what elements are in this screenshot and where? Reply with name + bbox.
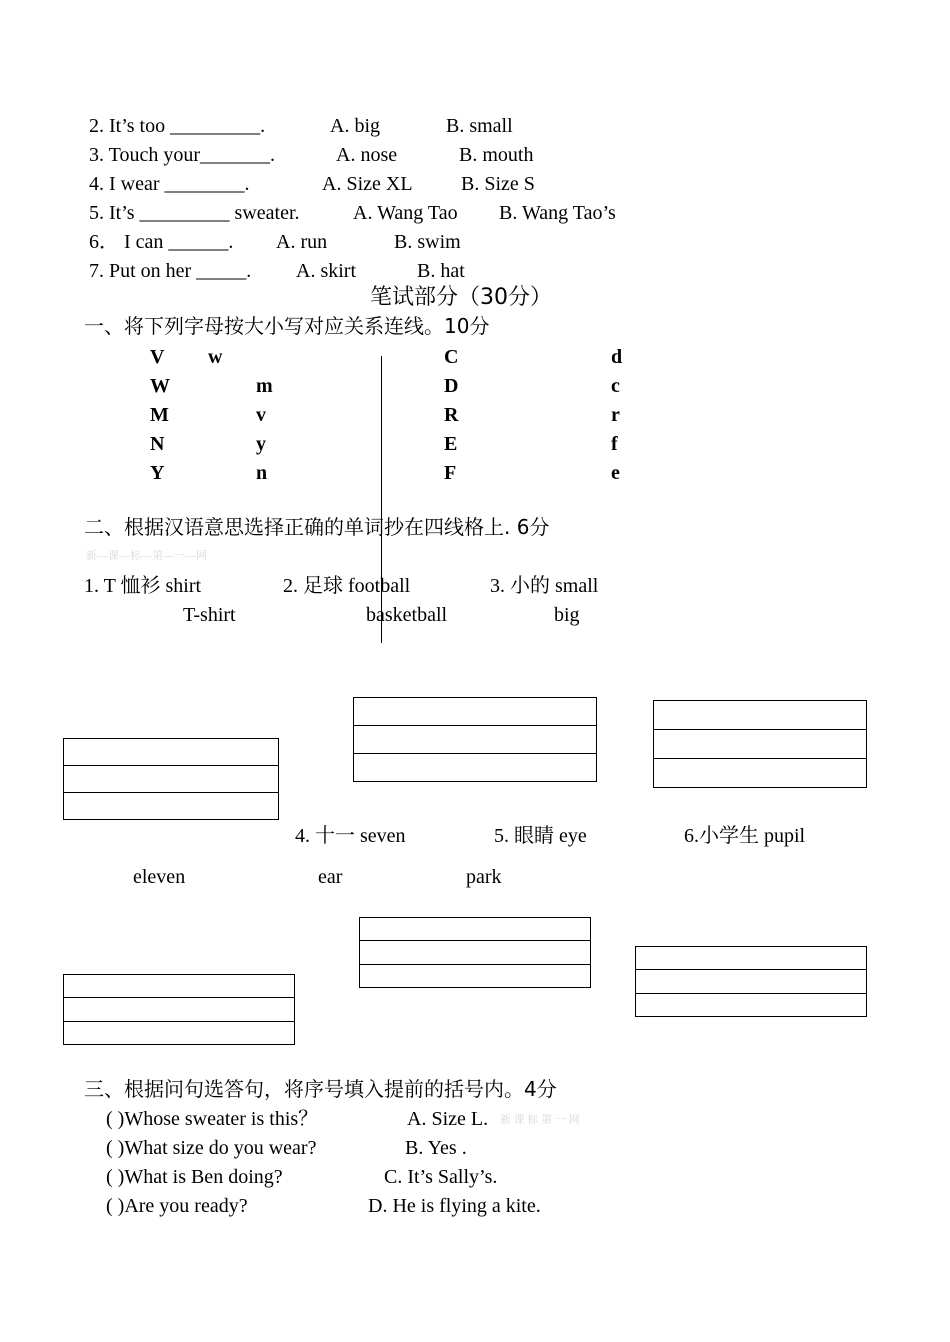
letter: V — [150, 346, 165, 368]
letter: F — [444, 462, 457, 484]
word-q2-alt: basketball — [366, 604, 448, 626]
letter: M — [150, 404, 169, 426]
letter: D — [444, 375, 459, 397]
option-a: A. Wang Tao — [353, 202, 458, 224]
option-b: B. swim — [394, 231, 461, 253]
answer-d: D. He is flying a kite. — [368, 1195, 541, 1217]
listening-item-2: 2. It’s too _________. — [89, 115, 266, 137]
option-a: A. skirt — [296, 260, 356, 282]
word-q6-prompt: 6.小学生 pupil — [684, 825, 806, 847]
watermark: 新 课 标 第 一 网 — [500, 1114, 580, 1126]
word-q1-prompt: 1. T 恤衫 shirt — [84, 575, 202, 597]
letter: d — [611, 346, 623, 368]
word-q6-alt: park — [466, 866, 502, 888]
word-q1-alt: T-shirt — [183, 604, 236, 626]
question-4: ( )Are you ready? — [106, 1195, 248, 1217]
option-b: B. mouth — [459, 144, 534, 166]
option-b: B. small — [446, 115, 513, 137]
vertical-divider — [381, 356, 382, 643]
word-q5-alt: ear — [318, 866, 343, 888]
option-b: B. Size S — [461, 173, 535, 195]
four-line-grid[interactable] — [63, 738, 279, 820]
option-a: A. big — [330, 115, 380, 137]
section3-heading: 三、根据问句选答句，将序号填入提前的括号内。4分 — [84, 1077, 557, 1101]
watermark: 新—课—标—第—一—网 — [86, 550, 207, 562]
listening-item-4: 4. I wear ________. — [89, 173, 250, 195]
letter: e — [611, 462, 620, 484]
written-section-title: 笔试部分（30分） — [370, 285, 552, 310]
listening-item-3: 3. Touch your_______. — [89, 144, 275, 166]
word-q4-alt: eleven — [133, 866, 186, 888]
four-line-grid[interactable] — [63, 974, 295, 1045]
four-line-grid[interactable] — [353, 697, 597, 782]
letter: f — [611, 433, 618, 455]
answer-c: C. It’s Sally’s. — [384, 1166, 498, 1188]
letter: W — [150, 375, 170, 397]
letter: v — [256, 404, 266, 426]
letter: y — [256, 433, 266, 455]
section2-heading: 二、根据汉语意思选择正确的单词抄在四线格上. 6分 — [84, 515, 550, 539]
question-1: ( )Whose sweater is this？ — [106, 1108, 319, 1130]
answer-b: B. Yes . — [405, 1137, 467, 1159]
listening-item-5: 5. It’s _________ sweater. — [89, 202, 300, 224]
letter: m — [256, 375, 273, 397]
letter: r — [611, 404, 620, 426]
option-a: A. nose — [336, 144, 398, 166]
letter: N — [150, 433, 165, 455]
letter: w — [208, 346, 223, 368]
four-line-grid[interactable] — [635, 946, 867, 1017]
option-b: B. Wang Tao’s — [499, 202, 616, 224]
answer-a: A. Size L. — [407, 1108, 489, 1130]
letter: R — [444, 404, 459, 426]
listening-item-7: 7. Put on her _____. — [89, 260, 252, 282]
letter: c — [611, 375, 620, 397]
option-a: A. Size XL — [322, 173, 413, 195]
listening-item-6: 6． I can ______. — [89, 231, 234, 253]
word-q2-prompt: 2. 足球 football — [283, 575, 411, 597]
word-q3-alt: big — [554, 604, 580, 626]
option-b: B. hat — [417, 260, 465, 282]
letter: E — [444, 433, 458, 455]
word-q5-prompt: 5. 眼睛 eye — [494, 825, 587, 847]
four-line-grid[interactable] — [653, 700, 867, 788]
option-a: A. run — [276, 231, 328, 253]
question-3: ( )What is Ben doing? — [106, 1166, 283, 1188]
letter: C — [444, 346, 459, 368]
word-q3-prompt: 3. 小的 small — [490, 575, 599, 597]
section1-heading: 一、将下列字母按大小写对应关系连线。10分 — [84, 314, 490, 338]
question-2: ( )What size do you wear? — [106, 1137, 317, 1159]
four-line-grid[interactable] — [359, 917, 591, 988]
letter: n — [256, 462, 268, 484]
word-q4-prompt: 4. 十一 seven — [295, 825, 406, 847]
letter: Y — [150, 462, 165, 484]
